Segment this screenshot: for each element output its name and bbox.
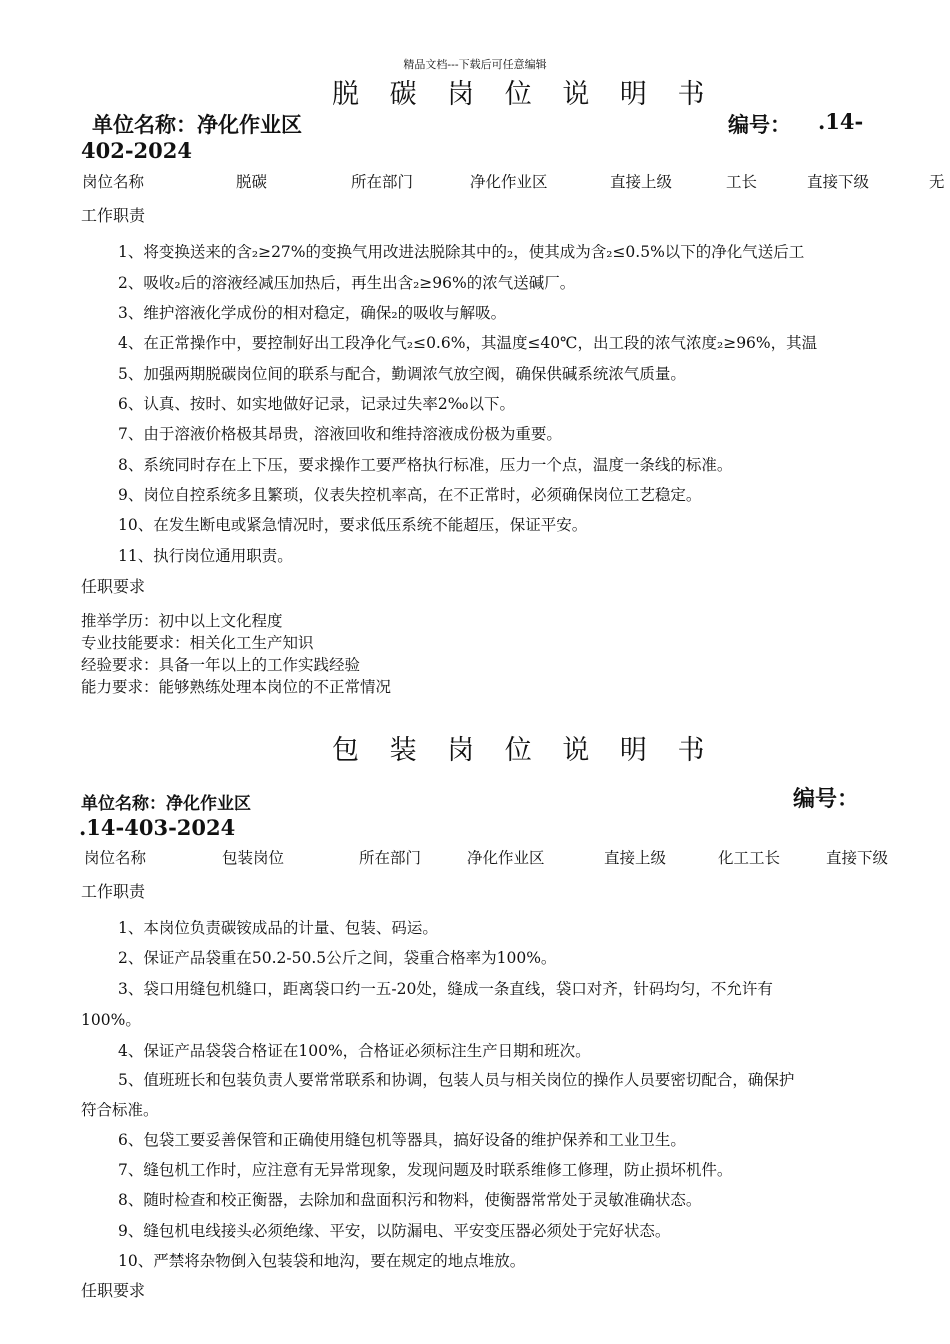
- doc1-duty-item: 11、执行岗位通用职责。: [118, 547, 293, 565]
- doc1-requirement-item: 专业技能要求：相关化工生产知识: [81, 634, 314, 652]
- doc2-duty-item: 5、值班班长和包装负责人要常常联系和协调，包装人员与相关岗位的操作人员要密切配合，确保护: [118, 1071, 795, 1089]
- doc1-duty-item: 1、将变换送来的含₂≥27%的变换气用改进法脱除其中的₂，使其成为含₂≤0.5%以下的净化气送后工: [118, 243, 805, 261]
- doc1-info-subordinate-value: 无: [929, 173, 945, 191]
- doc1-duty-item: 2、吸收₂后的溶液经减压加热后，再生出含₂≥96%的浓气送碱厂。: [118, 274, 576, 292]
- doc2-duties-heading: 工作职责: [81, 882, 146, 901]
- doc1-duty-item: 8、系统同时存在上下压，要求操作工要严格执行标准，压力一个点，温度一条线的标准。: [118, 456, 733, 474]
- doc1-requirements-heading: 任职要求: [81, 577, 146, 596]
- doc2-info-dept-value: 净化作业区: [467, 849, 545, 867]
- doc1-duty-item: 5、加强两期脱碳岗位间的联系与配合，勤调浓气放空阀，确保供碱系统浓气质量。: [118, 365, 686, 383]
- doc1-title: 脱 碳 岗 位 说 明 书: [332, 79, 716, 110]
- doc2-title: 包 装 岗 位 说 明 书: [332, 735, 716, 766]
- doc1-code-label: 编号：: [728, 112, 791, 137]
- doc1-info-superior-label: 直接上级: [610, 173, 673, 191]
- doc1-code-part2: 402-2024: [81, 138, 192, 163]
- doc1-duties-heading: 工作职责: [81, 206, 146, 225]
- doc2-code: .14-403-2024: [79, 815, 236, 840]
- doc2-duty-item: 7、缝包机工作时，应注意有无异常现象，发现问题及时联系维修工修理，防止损坏机件。: [118, 1161, 733, 1179]
- doc1-duty-item: 9、岗位自控系统多且繁琐，仪表失控机率高，在不正常时，必须确保岗位工艺稳定。: [118, 486, 702, 504]
- doc2-info-post-value: 包装岗位: [222, 849, 285, 867]
- doc2-duty-item: 8、随时检查和校正衡器，去除加和盘面积污和物料，使衡器常常处于灵敏准确状态。: [118, 1191, 702, 1209]
- doc1-info-subordinate-label: 直接下级: [807, 173, 870, 191]
- header-note: 精品文档---下载后可任意编辑: [403, 58, 547, 71]
- doc2-duty-item-continuation: 符合标准。: [81, 1101, 159, 1119]
- doc1-requirement-item: 经验要求：具备一年以上的工作实践经验: [81, 656, 361, 674]
- doc1-requirement-item: 推举学历：初中以上文化程度: [81, 612, 283, 630]
- doc1-duty-item: 4、在正常操作中，要控制好出工段净化气₂≤0.6%，其温度≤40℃，出工段的浓气浓度₂≥96%，其温: [118, 334, 818, 352]
- doc2-duty-item: 2、保证产品袋重在50.2-50.5公斤之间，袋重合格率为100%。: [118, 949, 557, 967]
- doc2-duty-item: 4、保证产品袋袋合格证在100%，合格证必须标注生产日期和班次。: [118, 1042, 591, 1060]
- doc1-unit-name: 单位名称：净化作业区: [92, 112, 302, 137]
- doc2-info-superior-label: 直接上级: [604, 849, 667, 867]
- doc2-info-superior-value: 化工工长: [718, 849, 781, 867]
- doc2-info-post-label: 岗位名称: [84, 849, 147, 867]
- doc2-duty-item-continuation: 100%。: [81, 1011, 141, 1029]
- doc1-requirement-item: 能力要求：能够熟练处理本岗位的不正常情况: [81, 678, 392, 696]
- doc1-duty-item: 10、在发生断电或紧急情况时，要求低压系统不能超压，保证平安。: [118, 516, 588, 534]
- doc2-info-subordinate-label: 直接下级: [826, 849, 889, 867]
- doc2-code-label: 编号：: [793, 786, 860, 812]
- doc1-info-dept-label: 所在部门: [351, 173, 414, 191]
- doc2-info-dept-label: 所在部门: [359, 849, 422, 867]
- doc1-info-dept-value: 净化作业区: [470, 173, 548, 191]
- doc1-duty-item: 6、认真、按时、如实地做好记录，记录过失率2‰以下。: [118, 395, 516, 413]
- doc1-info-superior-value: 工长: [726, 173, 758, 191]
- doc1-info-post-value: 脱碳: [236, 173, 268, 191]
- doc1-info-post-label: 岗位名称: [82, 173, 145, 191]
- doc2-requirements-heading: 任职要求: [81, 1281, 146, 1300]
- doc2-duty-item: 10、严禁将杂物倒入包装袋和地沟，要在规定的地点堆放。: [118, 1252, 526, 1270]
- doc2-duty-item: 3、袋口用缝包机缝口，距离袋口约一五-20处，缝成一条直线，袋口对齐，针码均匀，不允许有: [118, 980, 773, 998]
- doc1-duty-item: 7、由于溶液价格极其昂贵，溶液回收和维持溶液成份极为重要。: [118, 425, 562, 443]
- doc2-duty-item: 1、本岗位负责碳铵成品的计量、包装、码运。: [118, 919, 438, 937]
- doc2-duty-item: 6、包袋工要妥善保管和正确使用缝包机等器具，搞好设备的维护保养和工业卫生。: [118, 1131, 686, 1149]
- doc1-code-part1: .14-: [818, 109, 864, 134]
- doc2-unit-name: 单位名称：净化作业区: [81, 794, 251, 814]
- doc2-duty-item: 9、缝包机电线接头必须绝缘、平安，以防漏电、平安变压器必须处于完好状态。: [118, 1222, 671, 1240]
- doc1-duty-item: 3、维护溶液化学成份的相对稳定，确保₂的吸收与解吸。: [118, 304, 507, 322]
